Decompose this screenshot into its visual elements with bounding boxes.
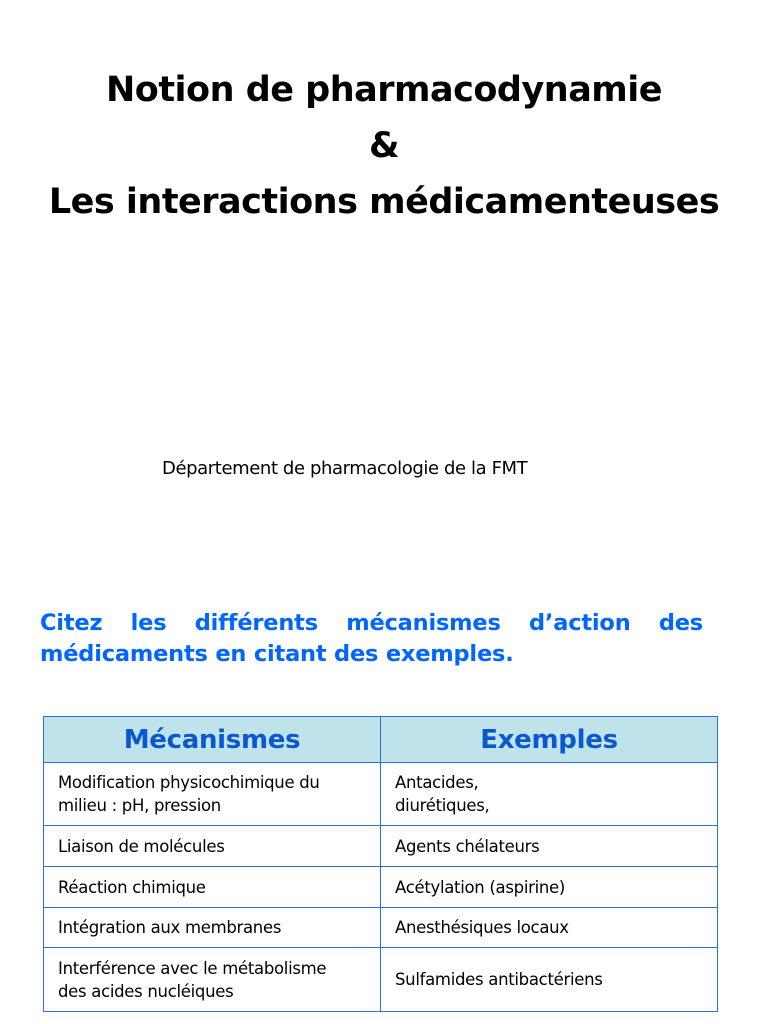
department-name: Département de pharmacologie de la FMT: [162, 458, 528, 479]
example-cell: Antacides, diurétiques,: [381, 763, 718, 826]
table-row: [44, 867, 718, 908]
header-mechanisms: Mécanismes: [44, 717, 381, 763]
mechanism-cell: Réaction chimique: [44, 867, 381, 908]
mechanism-cell: Liaison de molécules: [44, 826, 381, 867]
table-row: [44, 763, 718, 826]
header-examples: Exemples: [381, 717, 718, 763]
example-cell: Agents chélateurs: [381, 826, 718, 867]
slide-title: [0, 62, 768, 230]
table-row: [44, 826, 718, 867]
mechanism-cell: Modification physicochimique du milieu : pH, pression: [44, 763, 381, 826]
table-row: [44, 908, 718, 948]
example-cell: Anesthésiques locaux: [381, 908, 718, 948]
question-text: Citez les différents mécanismes d’action des médicaments en citant des exemples.: [40, 610, 703, 667]
example-cell: Acétylation (aspirine): [381, 867, 718, 908]
table-row: [44, 948, 718, 1012]
title-line-3: Les interactions médicamenteuses: [48, 182, 720, 222]
mechanism-cell: Interférence avec le métabolisme des acides nucléiques: [44, 948, 381, 1012]
table-header-row: [44, 717, 718, 763]
example-cell: Sulfamides antibactériens: [381, 948, 718, 1012]
title-ampersand: &: [368, 126, 400, 166]
title-line-1: Notion de pharmacodynamie: [105, 70, 663, 110]
mechanism-cell: Intégration aux membranes: [44, 908, 381, 948]
mechanisms-table: [43, 716, 718, 1012]
